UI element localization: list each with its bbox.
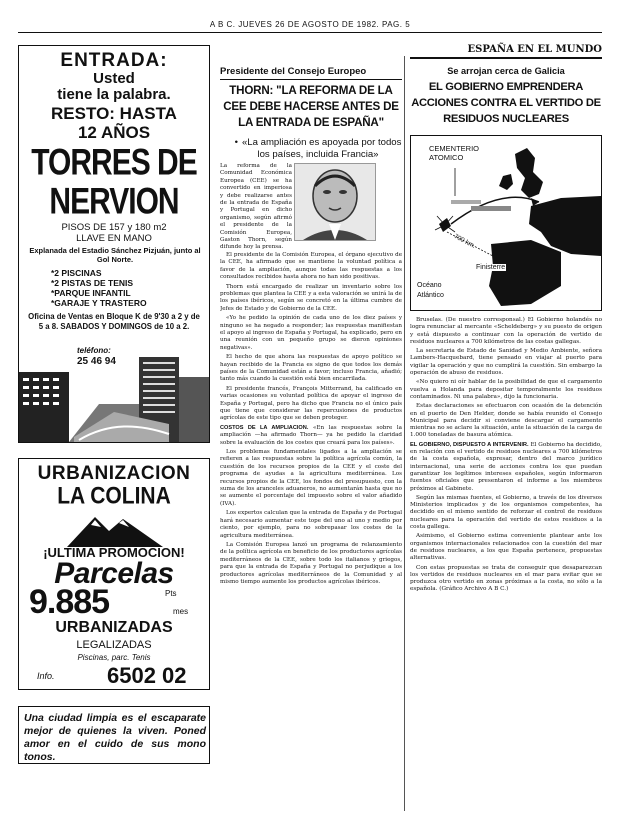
ad-resto: RESTO: HASTA — [51, 104, 177, 123]
thorn-para: El presidente de la Comisión Europea, el órgano ejecutivo de la CEE, ha afirmado que se mantiene la voluntad política a favor de la ampliación, aunque todas las respuestas a los consultados recibidos hasta ahora no han sido positivas. — [220, 251, 402, 281]
ad-phone: 25 46 94 — [77, 356, 116, 367]
ad-brand-torres: TORRES DE — [31, 142, 197, 184]
thorn-para: Los problemas fundamentales ligados a la ampliación se refieren a las respuestas sobre la política agrícola común, la cuestión de los recursos propios de la CEE y el coste del programa de ayudas a la agricultura mediterránea. Los recursos propios de la CEE, los fondos del presupuesto, con la suma de los aranceles aduaneros, no aumentarán hasta que no se aumente el porcentaje del impuesto sobre el valor añadido (IVA). — [220, 449, 402, 507]
map-label-oceano: Océano — [417, 282, 442, 289]
thorn-para-sidehead — [220, 425, 402, 447]
galicia-para: Estas declaraciones se efectuaron con ocasión de la detención en el puerto de Den Helder, donde se había reunido el Consejo Municipal para decidir si conviene descargar el cargamento mientras no se aclare la situación, ante la situación de la carga de 1.000 toneladas de basura atómica. — [410, 403, 602, 439]
feature-item: *PARQUE INFANTIL — [51, 288, 131, 298]
building-illustration-image — [19, 342, 209, 442]
feature-item: *2 PISCINAS — [51, 268, 102, 278]
thorn-lead: La reforma de la Comunidad Económica Europea (CEE) se ha convertido en imperiosa y debe realizarse antes de la entrada de España y Portugal en dicho organismo, según afirmó el presidente de la Comisión Europea, Gaston Thorn, según difunde hoy la prensa. — [220, 163, 292, 251]
colina-price-unit-mes: mes — [173, 607, 189, 616]
galicia-body — [410, 317, 602, 594]
colina-phone: 6502 02 — [107, 663, 187, 688]
article-thorn — [220, 58, 402, 818]
page-header: A B C. JUEVES 26 DE AGOSTO DE 1982. PAG. 5 — [209, 20, 411, 29]
mountain-logo-icon — [67, 511, 163, 547]
thorn-photo — [294, 163, 376, 241]
ad-torres-nervion — [18, 45, 210, 443]
section-rule — [410, 57, 602, 59]
ciudad-limpia-text: Una ciudad limpia es el escaparate mejor de quienes la viven. Poned amor en el cuido de sus mono tonos. — [24, 712, 206, 763]
article-galicia — [410, 62, 602, 814]
map-label-cementerio: CEMENTERIO — [429, 144, 480, 153]
colina-promo: ¡ULTIMA PROMOCION! — [43, 545, 185, 560]
galicia-para: La secretaria de Estado de Sanidad y Medio Ambiente, señora Lambers-Hacquebard, tiene pensado en viajar al puerto para vigilar la operación y que no cumplirá la cuestión. Sin embargo la operación de abuso de residuos. — [410, 348, 602, 377]
ad-brand-nervion: NERVION — [49, 181, 179, 223]
galicia-para: «No quiero ni oír hablar de la posibilidad de que el cargamento vuelva a Holanda para depositar temporalmente los residuos contaminados. Ni una palabra», dijo la funcionaria. — [410, 379, 602, 400]
galicia-para-sidehead — [410, 442, 602, 493]
galicia-para: Según las mismas fuentes, el Gobierno, a través de los diversos Ministerios implicados y de los organismos competentes, ha decidido en el mismo sentido de reforzar el control de residuos nucleares para la operación del vertido de estos residuos a la costa gallega. — [410, 494, 602, 531]
galicia-headline: EL GOBIERNO EMPRENDERA ACCIONES CONTRA EL VERTIDO DE RESIDUOS NUCLEARES — [411, 81, 601, 125]
thorn-para: El presidente francés, François Mitterrand, ha calificado en varias ocasiones su voluntad política de apoyar el ingreso de España y Portugal, pero ha dicho que Francia no el único país que tiene que considerar las repercusiones de productos agrícolas de este tipo que se deben proteger. — [220, 385, 402, 422]
thorn-para: Los expertos calculan que la entrada de España y de Portugal hará necesario aumentar este tope del uno al uno y medio por ciento, por ejemplo, para no sobrepasar los costes de la agricultura mediterránea. — [220, 510, 402, 539]
galicia-kicker: Se arrojan cerca de Galicia — [447, 66, 565, 76]
galicia-sidehead: EL GOBIERNO, DISPUESTO A INTERVENIR. — [410, 441, 529, 448]
colina-legalizadas: LEGALIZADAS — [76, 639, 152, 651]
galicia-para: Con estas propuestas se trata de conseguir que desaparezcan los vertidos de residuos nucleares en el mar para evitar que se produzca otro vertido en zonas próximas a la costa, no sólo a la española. (Gráfico Archivo A B C.) — [410, 564, 602, 593]
feature-item: *GARAJE Y TRASTERO — [51, 298, 147, 308]
ad-office: Oficina de Ventas en Bloque K de 9'30 a 2 y de 5 a 8. SABADOS Y DOMINGOS de 10 a 2. — [28, 312, 200, 331]
galicia-para: Bruselas. (De nuestro corresponsal.) El Gobierno holandés no logra renunciar al mercante «Scheldeberg» y su puesto de origen y está dispuesto a continuar con la operación de vertido de residuos nucleares a 700 kilómetros de las costas gallegas. — [410, 317, 602, 345]
thorn-para: La Comisión Europea lanzó un programa de relanzamiento de la política agrícola en beneficio de los productores agrícolas mediterráneos de la CEE, sobre todo los italianos y griegos, para que la entrada de España y Portugal no perjudique a los productores agrícolas mediterráneos de la Comunidad y al mismo tiempo aumente los productos agrícolas ibéricos. — [220, 541, 402, 585]
thorn-para: «Yo he pedido la opinión de cada uno de los diez países y ninguno se ha negado a responder; las respuestas manifiestan el apoyo al ingreso de España y Portugal, ha explicado, pero en una reunión con un pequeño grupo se dieron opiniones negativas». — [220, 315, 402, 351]
feature-item: *2 PISTAS DE TENIS — [51, 278, 134, 288]
ad-spec-pisos: PISOS DE 157 y 180 m2 — [61, 222, 167, 233]
thorn-para: Thorn está encargado de realizar un inventario sobre los problemas que plantea la CEE y a esta valoración se unirá la de los países ibéricos, según se concretó en la última cumbre de Jefes de Estado y de Gobierno de la CEE. — [220, 283, 402, 312]
header-rule — [18, 32, 602, 33]
colina-parcelas: Parcelas — [54, 557, 174, 590]
ad-ciudad-limpia — [18, 706, 210, 764]
ad-anos: 12 AÑOS — [77, 123, 151, 142]
map-label-atomico: ATOMICO — [429, 153, 464, 162]
ad-entrada: ENTRADA: — [60, 50, 168, 71]
ad-usted: Usted — [93, 70, 135, 87]
thorn-headline: THORN: "LA REFORMA DE LA CEE DEBE HACERSE ANTES DE LA ENTRADA DE ESPAÑA" — [223, 84, 399, 129]
galicia-para: Asimismo, el Gobierno estima conveniente plantear ante los organismos internacionales relacionados con la cuestión del mar de residuos nucleares, a los que España pertenece, propuestas alternativas. — [410, 533, 602, 562]
colina-urbanizacion: URBANIZACION — [37, 463, 191, 484]
thorn-body — [220, 252, 402, 586]
colina-price-unit-pts: Pts — [165, 589, 177, 598]
ad-features — [51, 268, 201, 308]
galicia-para5: El Gobierno ha decidido, en relación con el vertido de residuos nucleares a 700 kilómetros de la costa española, expresar, dentro del marco jurídico internacional, una serie de acciones contra los que puedan garantizar los legítimos intereses españoles, según informaron fuentes oficiales que presentaron el informe a los miembros próximos al Gabinete. — [410, 441, 602, 492]
colina-info: Info. — [37, 671, 55, 681]
thorn-para6: «En las respuestas sobre la ampliación —ha afirmado Thorn— ya he pedido la claridad sobre la evaluación de los costes que creará para los países». — [220, 424, 402, 446]
ad-location: Explanada del Estadio Sánchez Pizjuán, junto al Gol Norte. — [29, 246, 201, 264]
thorn-lead-block — [220, 163, 402, 252]
map-figure — [410, 135, 602, 311]
thorn-sidehead: COSTOS DE LA AMPLIACION. — [220, 424, 309, 431]
map-label-atlantico: Atlántico — [417, 292, 444, 299]
colina-price: 9.885 — [29, 583, 110, 621]
section-title: ESPAÑA EN EL MUNDO — [467, 44, 602, 55]
portrait-image — [295, 164, 375, 240]
ad-phone-label: teléfono: — [77, 346, 111, 355]
kicker-rule — [220, 79, 402, 80]
thorn-para: El hecho de que ahora las respuestas de apoyo político se hayan recibido de la Francia es signo de que todos los demás países de la Comunidad están a favor; incluso Francia, añadió; tanto más cuando la cuestión está bien encarrilada. — [220, 354, 402, 383]
column-divider — [404, 56, 405, 811]
colina-urbanizadas: URBANIZADAS — [55, 619, 173, 636]
colina-name: LA COLINA — [57, 483, 171, 510]
ad-tiene-palabra: tiene la palabra. — [57, 86, 171, 103]
colina-amenities: Piscinas, parc. Tenis — [77, 653, 151, 662]
ad-spec-llave: LLAVE EN MANO — [76, 233, 152, 244]
map-label-finisterre: Finisterre — [476, 264, 506, 271]
map-label-distance: 700 km. — [452, 232, 477, 251]
thorn-subhead: • «La ampliación es apoyada por todos los países, incluida Francia» — [234, 137, 402, 160]
thorn-kicker: Presidente del Consejo Europeo — [220, 66, 367, 77]
ad-la-colina — [18, 458, 210, 690]
